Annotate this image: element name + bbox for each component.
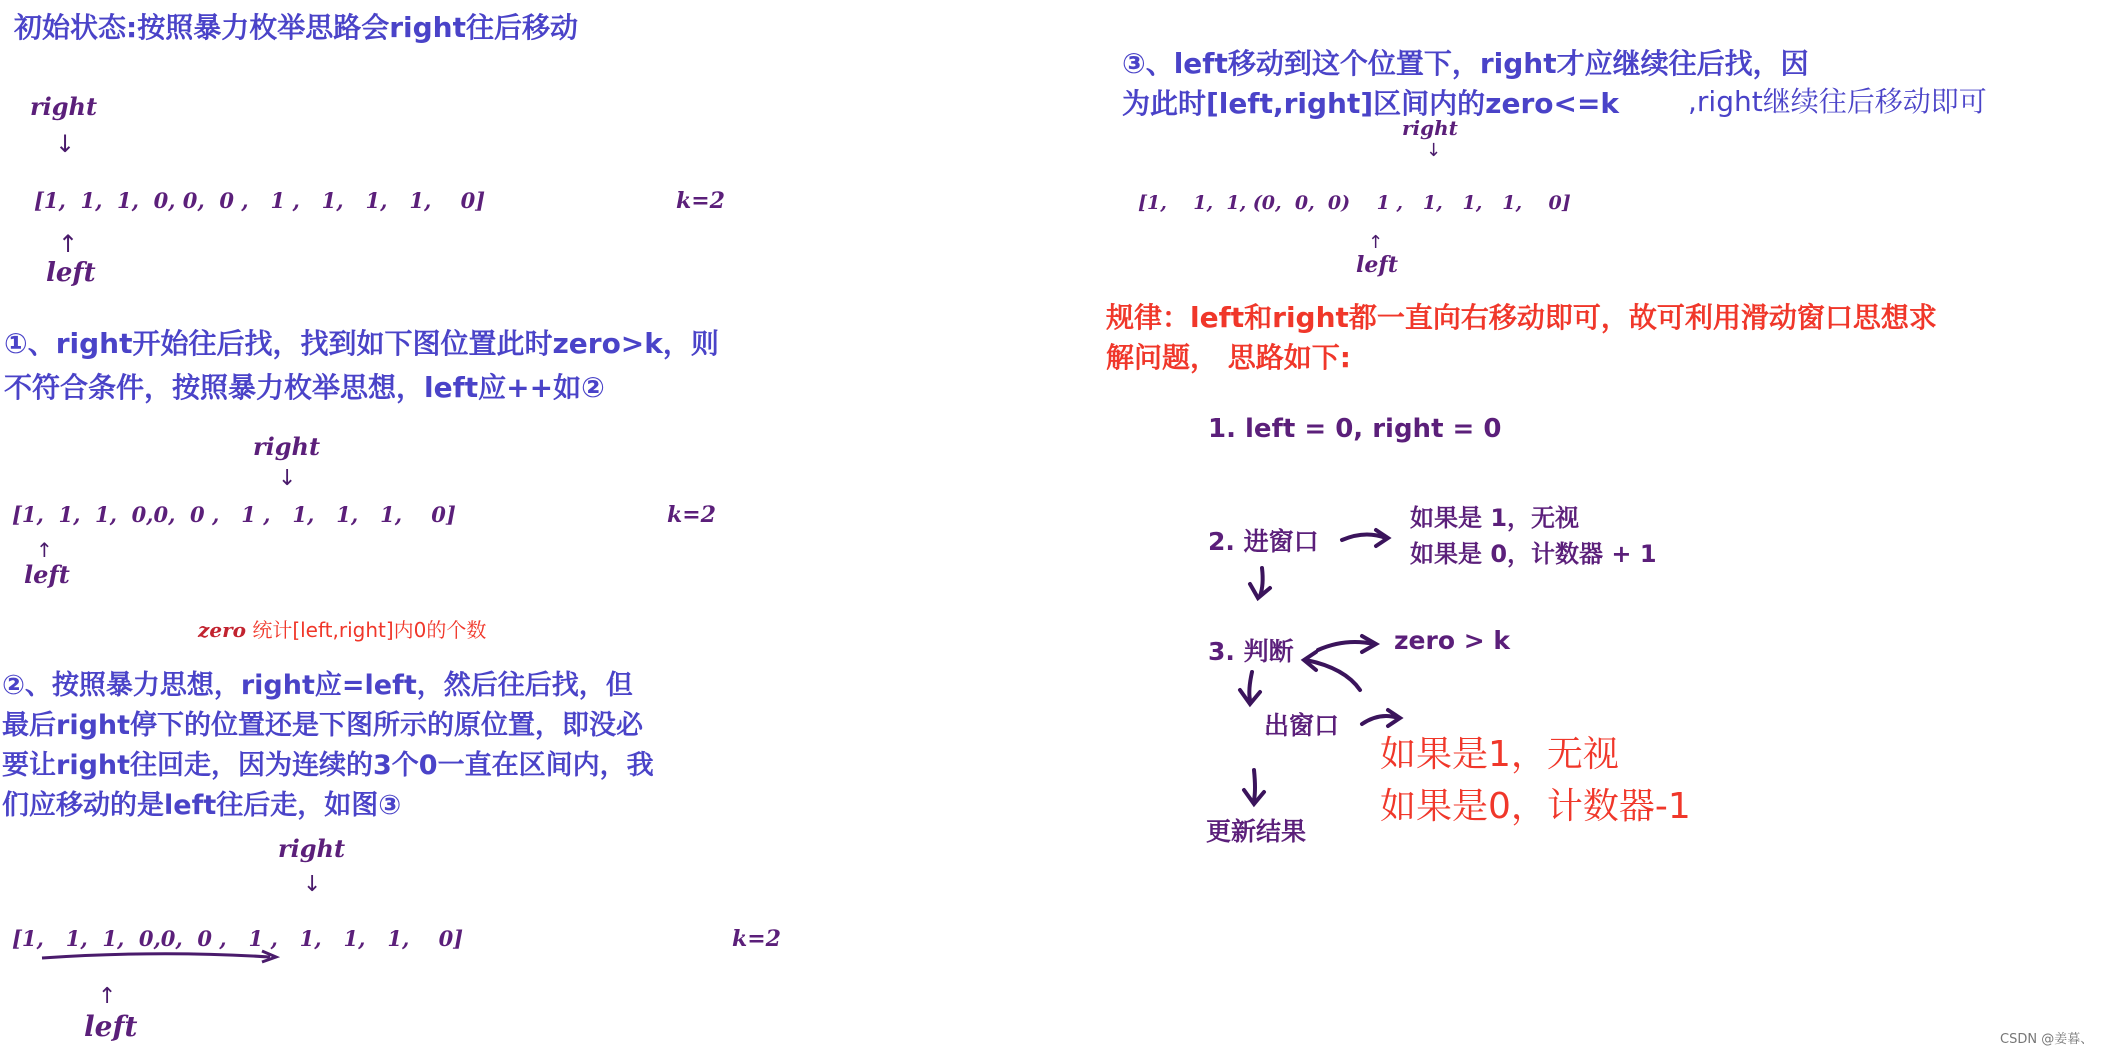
right-pointer-label-a: right bbox=[30, 92, 98, 121]
flow-out-if-0: 如果是0，计数器-1 bbox=[1380, 786, 1691, 827]
up-arrow-icon-d: ↑ bbox=[1368, 232, 1384, 253]
k-label-c: k=2 bbox=[732, 926, 781, 952]
down-arrow-icon-c: ↓ bbox=[303, 872, 322, 897]
array-diagram-c: [1, 1, 1, 0,0, 0 , 1 , 1, 1, 1, 0] bbox=[12, 926, 464, 951]
arrow-step2-down-icon bbox=[1260, 568, 1263, 596]
arrow-update-down-icon bbox=[1254, 770, 1255, 800]
arrow-step2-right-icon bbox=[1342, 534, 1386, 540]
title-initial-state: 初始状态:按照暴力枚举思路会right往后移动 bbox=[14, 11, 578, 44]
array-diagram-b: [1, 1, 1, 0,0, 0 , 1 , 1, 1, 1, 0] bbox=[12, 502, 456, 527]
step2-line4: 们应移动的是left往后走，如图③ bbox=[2, 790, 402, 821]
k-label-a: k=2 bbox=[676, 188, 725, 214]
flow-condition: zero > k bbox=[1394, 626, 1510, 655]
k-label-b: k=2 bbox=[667, 502, 716, 528]
flow-step3: 3. 判断 bbox=[1208, 637, 1294, 666]
flow-step1: 1. left = 0, right = 0 bbox=[1208, 414, 1502, 444]
arrow-step3-down-icon bbox=[1249, 672, 1252, 700]
flow-if-0: 如果是 0，计数器 + 1 bbox=[1410, 540, 1657, 568]
flow-step2: 2. 进窗口 bbox=[1208, 527, 1319, 556]
zero-note-prefix: zero bbox=[198, 618, 246, 642]
watermark: CSDN @姜暮、 bbox=[2000, 1032, 2094, 1047]
down-arrow-icon-d: ↓ bbox=[1426, 140, 1442, 161]
step2-line2: 最后right停下的位置还是下图所示的原位置，即没必 bbox=[2, 710, 644, 741]
right-pointer-label-b: right bbox=[253, 432, 321, 461]
down-arrow-icon-b: ↓ bbox=[278, 466, 297, 491]
rule-line1: 规律：left和right都一直向右移动即可，故可利用滑动窗口思想求 bbox=[1106, 301, 1937, 334]
left-pointer-label-a: left bbox=[46, 258, 96, 288]
left-pointer-label-c: left bbox=[84, 1010, 138, 1043]
arrow-loop-back-icon bbox=[1306, 660, 1360, 690]
up-arrow-icon-b: ↑ bbox=[36, 538, 53, 562]
down-arrow-icon-a: ↓ bbox=[55, 130, 76, 158]
right-pointer-label-c: right bbox=[278, 834, 346, 863]
array-diagram-a: [1, 1, 1, 0, 0, 0 , 1 , 1, 1, 1, 0] bbox=[34, 188, 486, 213]
step1-line2: 不符合条件，按照暴力枚举思想，left应++如② bbox=[4, 371, 605, 404]
zero-note-text: 统计[left,right]内0的个数 bbox=[252, 618, 487, 642]
step3-line2b-text: ,right继续往后移动即可 bbox=[1688, 85, 1987, 118]
left-pointer-label-d: left bbox=[1356, 252, 1398, 278]
array-diagram-d: [1, 1, 1, (0, 0, 0) 1 , 1, 1, 1, 0] bbox=[1138, 192, 1571, 214]
step3-line2a: 为此时[left,right]区间内的zero<=k bbox=[1122, 87, 1620, 120]
up-arrow-icon-c: ↑ bbox=[98, 984, 117, 1009]
flow-if-1: 如果是 1，无视 bbox=[1410, 504, 1580, 532]
up-arrow-icon-a: ↑ bbox=[58, 230, 79, 258]
step2-line1: ②、按照暴力思想，right应=left，然后往后找，但 bbox=[2, 670, 633, 701]
flow-out-if-1: 如果是1，无视 bbox=[1380, 734, 1619, 775]
left-pointer-label-b: left bbox=[24, 560, 70, 589]
step2-line3: 要让right往回走，因为连续的3个0一直在区间内，我 bbox=[2, 750, 654, 781]
flow-update-result: 更新结果 bbox=[1206, 817, 1307, 846]
right-pointer-label-d: right bbox=[1402, 116, 1458, 140]
rule-line2: 解问题， 思路如下: bbox=[1106, 341, 1351, 374]
step1-line1: ①、right开始往后找，找到如下图位置此时zero>k，则 bbox=[4, 327, 719, 360]
step3-line1: ③、left移动到这个位置下，right才应继续往后找，因 bbox=[1122, 47, 1809, 80]
flow-out-window: 出窗口 bbox=[1264, 711, 1340, 740]
